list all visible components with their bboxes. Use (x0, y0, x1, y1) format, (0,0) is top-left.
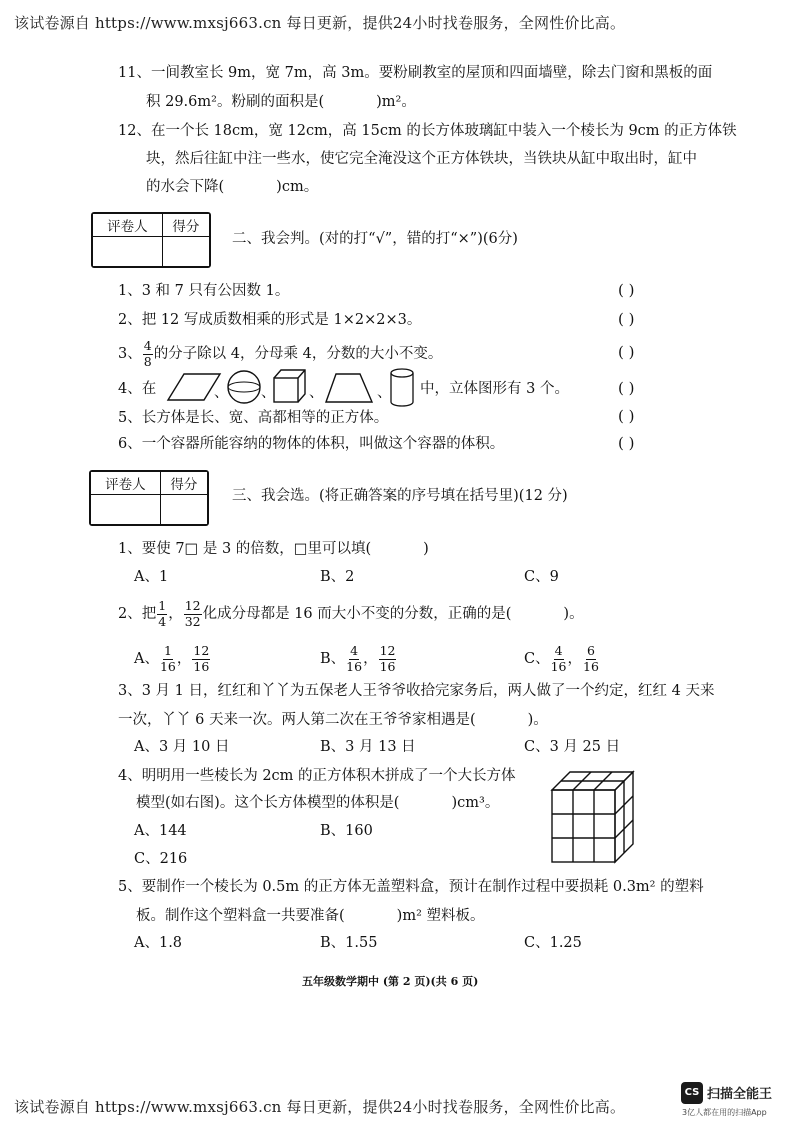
choice-q4-line2: 模型(如右图)。这个长方体模型的体积是( )cm³。 (136, 795, 500, 811)
bottom-watermark: 该试卷源自 https://www.mxsj663.cn 每日更新，提供24小时找卷服务，全网性价比高。 (14, 1098, 626, 1116)
scanner-name: 扫描全能王 (707, 1087, 773, 1102)
judge-answer-5[interactable]: ( ) (618, 407, 635, 425)
reviewer-label: 评卷人 (93, 214, 163, 237)
judge-answer-3[interactable]: ( ) (618, 343, 635, 361)
q4-option-b: B、160 (320, 823, 373, 839)
q1-option-a: A、1 (134, 569, 169, 585)
q5-option-b: B、1.55 (320, 935, 378, 951)
choice-q3-line2: 一次，丫丫 6 天来一次。两人第二次在王爷爷家相遇是( )。 (118, 712, 548, 728)
choice-q5-line1: 5、要制作一个棱长为 0.5m 的正方体无盖塑料盒，预计在制作过程中要损耗 0.3m² 的塑料 (118, 879, 704, 895)
trapezoid-shape (326, 374, 372, 402)
q3-option-b: B、3 月 13 日 (320, 739, 416, 755)
q2-option-a: A、 $\frac{1}{16}$ ， $\frac{12}{16}$ (134, 643, 210, 674)
score-label: 得分 (160, 472, 207, 495)
q5-option-c: C、1.25 (524, 935, 582, 951)
judge-answer-2[interactable]: ( ) (618, 310, 635, 328)
score-label: 得分 (162, 214, 209, 237)
judge-item-4-prefix: 4、在 (118, 381, 157, 397)
parallelogram-shape (168, 374, 220, 400)
page-footer: 五年级数学期中 (第 2 页)(共 6 页) (302, 975, 479, 988)
top-watermark: 该试卷源自 https://www.mxsj663.cn 每日更新，提供24小时找卷服务，全网性价比高。 (14, 14, 626, 32)
cube-shape (274, 370, 305, 402)
choice-q3-line1: 3、3 月 1 日，红红和丫丫为五保老人王爷爷收拾完家务后，两人做了一个约定，红红 4 天来 (118, 683, 715, 699)
judge-answer-4[interactable]: ( ) (618, 379, 635, 397)
cuboid-figure (548, 768, 640, 868)
q3-option-c: C、3 月 25 日 (524, 739, 621, 755)
judge-answer-1[interactable]: ( ) (618, 281, 635, 299)
shape-sep-2: 、 (261, 385, 276, 401)
judge-item-1: 1、3 和 7 只有公因数 1。 (118, 283, 290, 299)
judge-item-4-suffix: 中，立体图形有 3 个。 (420, 381, 569, 397)
choice-q2: 2、把 $\frac{1}{4}$ ， $\frac{12}{32}$ 化成分母都是 16 而大小不变的分数，正确的是( )。 (118, 598, 584, 629)
cylinder-shape (391, 369, 413, 406)
judge-answer-6[interactable]: ( ) (618, 434, 635, 452)
q4-option-c: C、216 (134, 851, 188, 867)
shape-sep-3: 、 (309, 385, 324, 401)
q12-line2: 块，然后往缸中注一些水，使它完全淹没这个正方体铁块，当铁块从缸中取出时，缸中 (146, 151, 697, 167)
judge-item-5: 5、长方体是长、宽、高都相等的正方体。 (118, 410, 389, 426)
choice-q1: 1、要使 7□ 是 3 的倍数，□里可以填( ) (118, 541, 429, 557)
q11-line2: 积 29.6m²。粉刷的面积是( )m²。 (146, 94, 416, 110)
judge-item-3: 3、 $\frac{4}{8}$ 的分子除以 4，分母乘 4，分数的大小不变。 (118, 338, 443, 369)
score-box-part2 (91, 212, 211, 268)
shape-sep-4: 、 (377, 385, 392, 401)
q5-option-a: A、1.8 (134, 935, 183, 951)
q11-line1: 11、一间教室长 9m，宽 7m，高 3m。要粉刷教室的屋顶和四面墙壁，除去门窗和黑板的面 (118, 65, 713, 81)
choice-q4-line1: 4、明明用一些棱长为 2cm 的正方体积木拼成了一个大长方体 (118, 768, 516, 784)
q12-line3: 的水会下降( )cm。 (146, 179, 319, 195)
q2-option-b: B、 $\frac{4}{16}$ ， $\frac{12}{16}$ (320, 643, 396, 674)
q12-line1: 12、在一个长 18cm，宽 12cm，高 15cm 的长方体玻璃缸中装入一个棱长为 9cm 的正方体铁 (118, 123, 737, 139)
q3-option-a: A、3 月 10 日 (134, 739, 230, 755)
fraction-12-32: $\frac{12}{32}$ (184, 598, 201, 629)
choice-q5-line2: 板。制作这个塑料盒一共要准备( )m² 塑料板。 (136, 908, 485, 924)
scanner-logo-icon: CS (681, 1082, 703, 1104)
q2-option-c: C、 $\frac{4}{16}$ ， $\frac{6}{16}$ (524, 643, 599, 674)
q4-option-a: A、144 (134, 823, 187, 839)
q1-option-b: B、2 (320, 569, 355, 585)
judge-item-2: 2、把 12 写成质数相乘的形式是 1×2×2×3。 (118, 312, 422, 328)
sphere-shape (228, 371, 260, 403)
q1-option-c: C、9 (524, 569, 559, 585)
fraction-4-8: $\frac{4}{8}$ (143, 338, 152, 369)
judge-item-6: 6、一个容器所能容纳的物体的体积，叫做这个容器的体积。 (118, 436, 505, 452)
shape-row (150, 364, 440, 410)
reviewer-label: 评卷人 (91, 472, 161, 495)
scanner-tagline: 3亿人都在用的扫描App (682, 1108, 767, 1117)
fraction-1-4: $\frac{1}{4}$ (158, 598, 167, 629)
shape-sep-1: 、 (214, 385, 229, 401)
part2-title: 二、我会判。(对的打“√”，错的打“×”)(6分) (232, 231, 518, 247)
part3-title: 三、我会选。(将正确答案的序号填在括号里)(12 分) (232, 488, 568, 504)
score-box-part3 (89, 470, 209, 526)
